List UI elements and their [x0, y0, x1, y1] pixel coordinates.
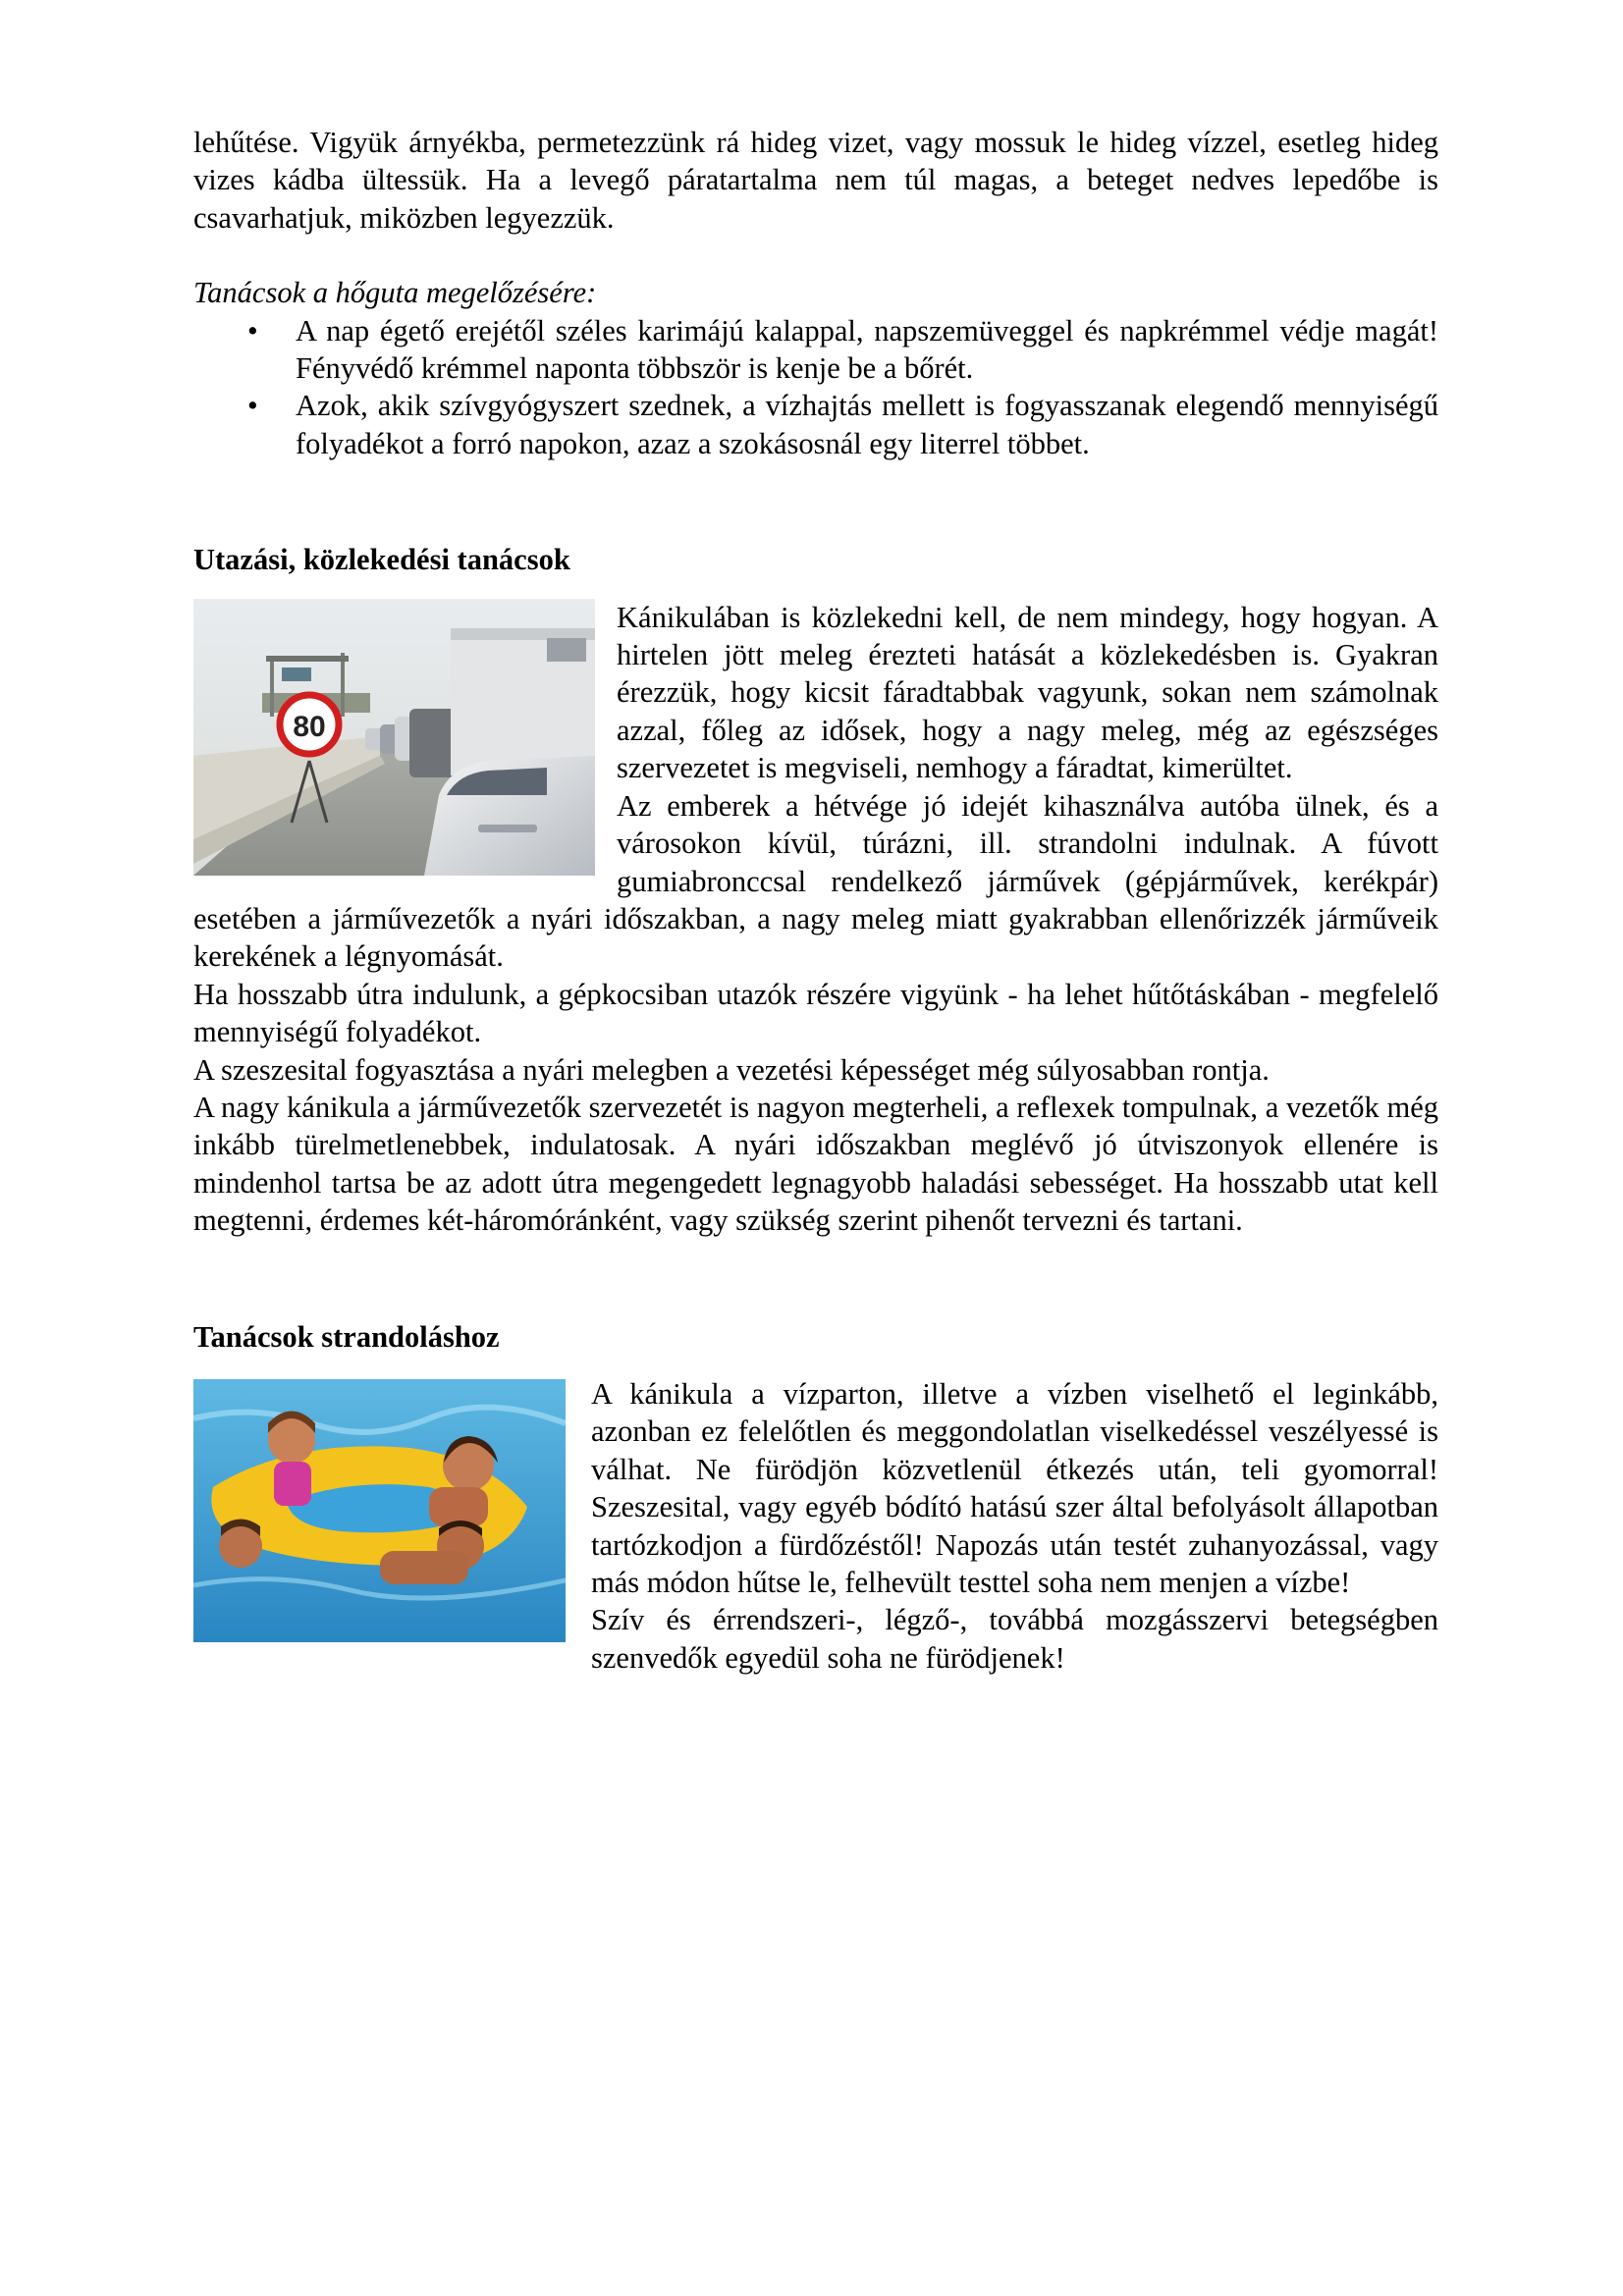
- swimming-heading: Tanácsok strandoláshoz: [193, 1319, 500, 1354]
- travel-heading: Utazási, közlekedési tanácsok: [193, 543, 570, 577]
- bullet-icon: •: [247, 389, 258, 423]
- travel-paragraph-4: A szeszesital fogyasztása a nyári melegben a vezetési képességet még súlyosabban rontja.: [193, 1052, 1270, 1087]
- prevention-list: [193, 312, 1438, 463]
- list-item-text: Azok, akik szívgyógyszert szednek, a vízhajtás mellett is fogyasszanak elegendő mennyiségű folyadékot a forró napokon, azaz a szokásosnál egy literrel többet.: [296, 389, 1438, 460]
- traffic-jam-photo-icon: [193, 599, 595, 876]
- swimming-paragraph-1: A kánikula a vízparton, illetve a vízben viselhető el leginkább, azonban ez felelőtlen és meggondolatlan viselkedéssel veszélyessé is válhat. Ne fürödjön közvetlenül étkezés után, teli gyomorral! Szeszesital, vagy egyéb bódító hatású szer által befolyásolt állapotban tartózkodjon a fürdőzéstől! Napozás után testét zuhanyozással, vagy más módon hűtse le, felhevült testtel soha nem menjen a vízbe!: [591, 1376, 1438, 1599]
- swimming-family-photo-icon: [193, 1379, 566, 1642]
- bullet-icon: •: [247, 313, 258, 347]
- page-content: [193, 124, 1438, 1677]
- intro-paragraph: lehűtése. Vigyük árnyékba, permetezzünk rá hideg vizet, vagy mossuk le hideg vízzel, esetleg hideg vizes kádba ültessük. Ha a levegő páratartalma nem túl magas, a beteget nedves lepedőbe is csavarhatjuk, miközben legyezzük.: [193, 126, 1438, 235]
- swimming-photo: [193, 1379, 566, 1642]
- list-item-text: A nap égető erejétől széles karimájú kalappal, napszemüveggel és napkrémmel védje magát! Fényvédő krémmel naponta többször is kenje be a bőrét.: [296, 313, 1438, 386]
- traffic-photo: [193, 599, 595, 876]
- prevention-heading: Tanácsok a hőguta megelőzésére:: [193, 276, 597, 310]
- travel-paragraph-1: Kánikulában is közlekedni kell, de nem mindegy, hogy hogyan. A hirtelen jött meleg érezteti hatását a közlekedésben is. Gyakran érezzük, hogy kicsit fáradtabbak vagyunk, sokan nem számolnak azzal, főleg az idősek, hogy a nagy meleg, még az egészséges szervezetet is megviseli, nemhogy a fáradtat, kimerültet.: [617, 600, 1438, 785]
- travel-paragraph-2: Az emberek a hétvége jó idejét kihasználva autóba ülnek, és a városokon kívül, túrázni, ill. strandolni indulnak. A fúvott gumiabronccsal rendelkező járművek (gépjárművek, kerékpár) esetében a járművezetők a nyári időszakban, a nagy meleg miatt gyakrabban ellenőrizzék járműveik kerekének a légnyomását.: [193, 788, 1438, 974]
- list-item: [193, 312, 1438, 388]
- list-item: [193, 387, 1438, 462]
- travel-paragraph-5: A nagy kánikula a járművezetők szervezetét is nagyon megterheli, a reflexek tompulnak, a vezetők még inkább türelmetlenebbek, indulatosak. A nyári időszakban meglévő jó útviszonyok ellenére is mindenhol tartsa be az adott útra megengedett legnagyobb haladási sebességet. Ha hosszabb utat kell megtenni, érdemes két-háromóránként, vagy szükség szerint pihenőt tervezni és tartani.: [193, 1090, 1438, 1238]
- travel-paragraph-3: Ha hosszabb útra indulunk, a gépkocsiban utazók részére vigyünk - ha lehet hűtőtáskában - megfelelő mennyiségű folyadékot.: [193, 977, 1438, 1049]
- swimming-paragraph-2: Szív és érrendszeri-, légző-, továbbá mozgásszervi betegségben szenvedők egyedül soha ne fürödjenek!: [591, 1603, 1438, 1675]
- speed-sign-text: 80: [293, 710, 326, 743]
